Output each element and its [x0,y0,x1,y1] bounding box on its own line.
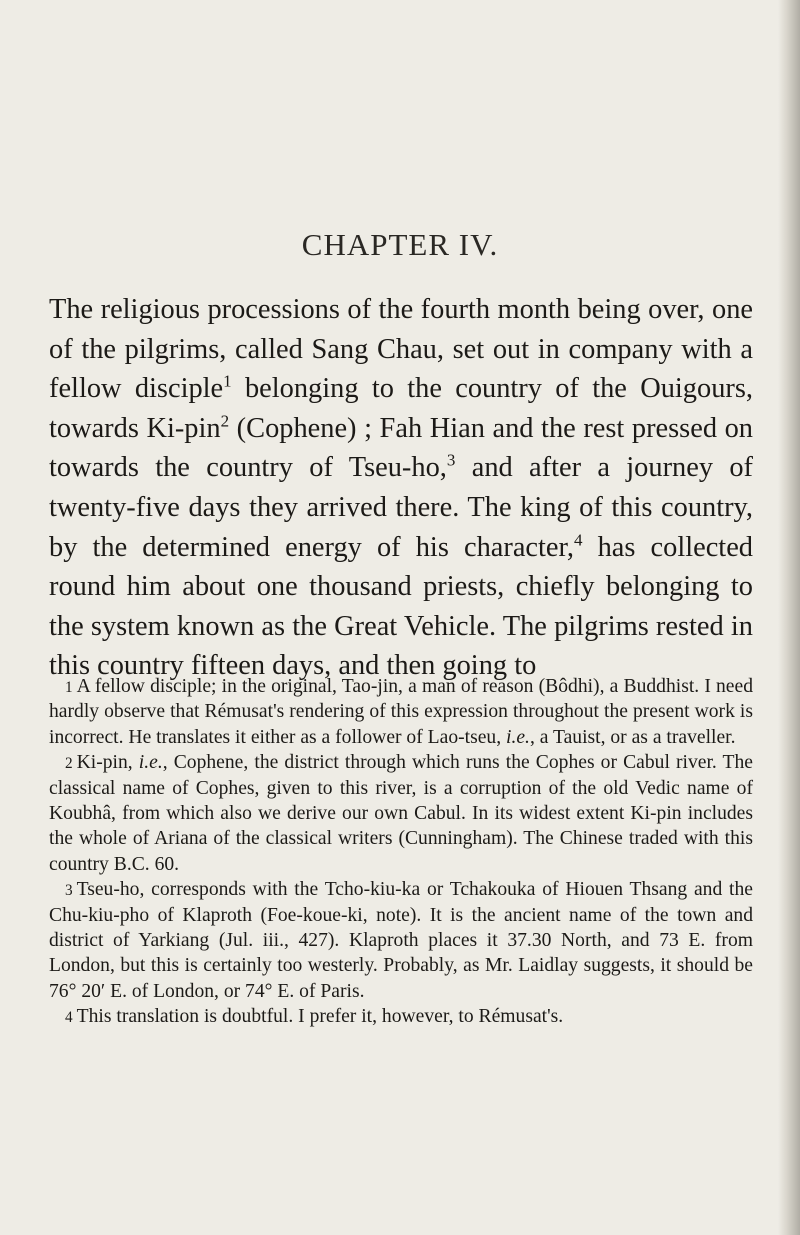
footnote-ref-2: 2 [220,411,230,431]
footnote-number: 4 [65,1009,73,1027]
footnote-number: 1 [65,679,73,696]
page-edge-shadow [778,0,800,1235]
footnote-number: 2 [65,755,73,773]
body-text-1: The religious processions of the fourth month being over, one of the pilgrims, called Sang Chau, set out in company with a fellow disciple [49,294,753,405]
footnote-2 [49,750,753,877]
body-text-3: (Cophene) ; Fah Hian and the rest pressed on towards the country of Tseu-ho, [49,412,753,484]
footnote-text-cont: , Cophene, the district through which runs the Cophes or Cabul river. The classical name of Cophes, given to this river, is a corruption of the old Vedic name of Koubhâ, from which also we derive our own Cabul. In its widest extent Ki-pin includes the whole of Ariana of the classical writers (Cunningham). The Chinese traded with this country B.C. 60. [49,752,754,875]
footnote-ref-3: 3 [446,450,456,470]
footnote-italic: i.e. [138,752,163,774]
body-paragraph [49,290,753,686]
body-text-2: belonging to the country of the Ouigours, towards Ki-pin [49,373,753,444]
footnote-ref-4: 4 [573,530,583,550]
footnote-text: A fellow disciple; in the original, Tao-jin, a man of reason (Bôdhi), a Buddhist. I need hardly observe that Rémusat's rendering of this expression throughout the present work is incorrect. He translates it either as a follower of Lao-tseu, [49,676,753,748]
footnote-1 [49,674,753,750]
footnote-3 [49,877,753,1004]
footnote-ref-1: 1 [223,371,232,391]
chapter-title: CHAPTER IV. [301,227,499,262]
footnote-italic: i.e. [506,726,530,748]
body-text-5: has collected round him about one thousand priests, chiefly belonging to the system known as the Great Vehicle. The pilgrims rested in this country fifteen days, and then going to [49,531,753,682]
footnote-number: 3 [65,882,73,900]
footnote-text: Ki-pin, [76,752,139,774]
body-text-4: and after a journey of twenty-five days they arrived there. The king of this country, by the determined energy of his character, [49,452,753,563]
footnote-text-cont: , a Tauist, or as a traveller. [529,726,736,748]
footnotes [49,674,753,1030]
footnote-text: Tseu-ho, corresponds with the Tcho-kiu-ka or Tchakouka of Hiouen Thsang and the Chu-kiu-pho of Klaproth (Foe-koue-ki, note). It is the ancient name of the town and district of Yarkiang (Jul. iii., 427). Klaproth places it 37.30 North, and 73 E. from London, but this is certainly too westerly. Probably, as Mr. Laidlay suggests, it should be 76° 20′ E. of London, or 74° E. of Paris. [49,879,753,1002]
footnote-text: This translation is doubtful. I prefer it, however, to Rémusat's. [76,1006,564,1028]
footnote-4 [49,1004,753,1029]
